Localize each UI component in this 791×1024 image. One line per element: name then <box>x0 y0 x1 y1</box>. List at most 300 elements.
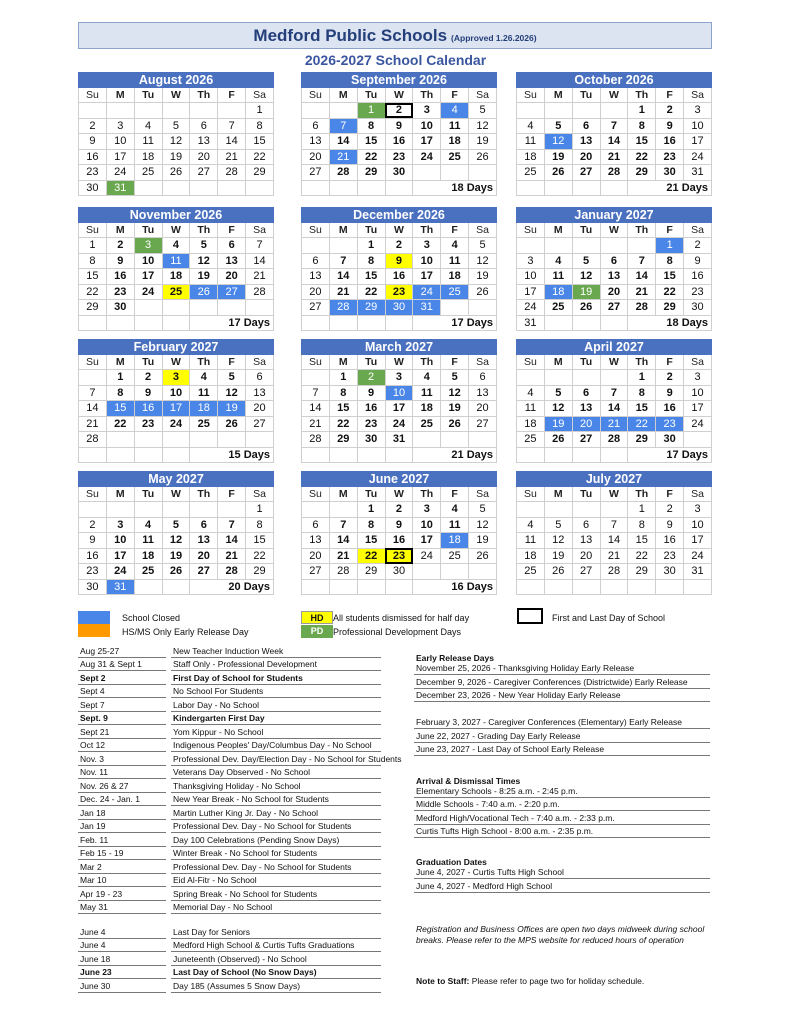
row-divider <box>78 938 166 939</box>
day-cell: 23 <box>79 564 107 580</box>
school-days-count: 21 Days <box>413 447 497 463</box>
day-cell: 23 <box>357 416 385 432</box>
day-cell: 19 <box>469 533 497 549</box>
weekday-label: Th <box>413 487 441 502</box>
day-cell <box>246 300 274 316</box>
day-cell: 2 <box>385 502 413 518</box>
day-cell: 27 <box>190 564 218 580</box>
weekday-label: F <box>218 88 246 103</box>
weekday-label: Sa <box>469 223 497 238</box>
day-cell: 1 <box>357 502 385 518</box>
row-divider <box>414 701 710 702</box>
legend-early-label: HS/MS Only Early Release Day <box>122 627 249 637</box>
day-cell <box>469 432 497 448</box>
day-cell: 28 <box>628 300 656 316</box>
day-cell <box>79 103 107 119</box>
row-divider <box>78 711 166 712</box>
day-cell <box>218 300 246 316</box>
date-label: Nov. 26 & 27 <box>80 781 129 791</box>
day-cell: 29 <box>628 432 656 448</box>
half-day-swatch: HD <box>301 611 333 624</box>
day-cell: 12 <box>190 253 218 269</box>
day-cell: 24 <box>684 416 712 432</box>
day-cell: 9 <box>656 385 684 401</box>
day-cell: 2 <box>385 238 413 254</box>
month-october-2026 <box>516 72 712 196</box>
day-cell <box>441 564 469 580</box>
day-cell <box>329 502 357 518</box>
day-cell <box>302 315 330 331</box>
row-divider <box>171 859 381 860</box>
day-cell: 14 <box>218 533 246 549</box>
day-cell: 13 <box>572 401 600 417</box>
day-cell <box>302 103 330 119</box>
day-cell: 19 <box>162 149 190 165</box>
day-cell: 16 <box>385 269 413 285</box>
weekday-label: Su <box>302 487 330 502</box>
day-cell: 25 <box>441 149 469 165</box>
weekday-label: F <box>441 487 469 502</box>
day-cell: 12 <box>469 517 497 533</box>
weekday-label: Th <box>190 88 218 103</box>
day-cell: 25 <box>544 300 572 316</box>
day-cell: 1 <box>628 370 656 386</box>
day-cell: 1 <box>357 238 385 254</box>
day-cell: 31 <box>413 300 441 316</box>
date-label: Sept 7 <box>80 700 105 710</box>
day-cell: 13 <box>572 533 600 549</box>
day-cell: 6 <box>302 253 330 269</box>
day-cell: 19 <box>162 548 190 564</box>
day-cell: 16 <box>385 533 413 549</box>
date-event: Spring Break - No School for Students <box>173 889 318 899</box>
weekday-label: Th <box>413 355 441 370</box>
day-cell: 24 <box>106 564 134 580</box>
day-cell: 17 <box>106 548 134 564</box>
legend-pd-label: Professional Development Days <box>333 627 462 637</box>
weekday-label: F <box>441 223 469 238</box>
day-cell: 20 <box>302 284 330 300</box>
day-cell: 8 <box>628 118 656 134</box>
day-cell: 10 <box>684 118 712 134</box>
day-cell: 17 <box>413 134 441 150</box>
month-title: October 2026 <box>517 73 712 88</box>
row-divider <box>171 965 381 966</box>
day-cell <box>79 315 107 331</box>
day-cell <box>544 502 572 518</box>
date-label: Sept 2 <box>80 673 106 683</box>
pd-swatch: PD <box>301 625 333 638</box>
day-cell: 27 <box>572 432 600 448</box>
day-cell: 23 <box>656 149 684 165</box>
day-cell <box>572 579 600 595</box>
day-cell <box>469 564 497 580</box>
day-cell <box>572 370 600 386</box>
school-days-count: 16 Days <box>413 579 497 595</box>
day-cell: 26 <box>162 564 190 580</box>
day-cell: 16 <box>684 269 712 285</box>
day-cell: 21 <box>600 548 628 564</box>
weekday-label: Sa <box>684 88 712 103</box>
weekday-label: F <box>656 88 684 103</box>
day-cell: 25 <box>190 416 218 432</box>
day-cell: 16 <box>134 401 162 417</box>
date-label: June 23 <box>80 967 112 977</box>
day-cell: 17 <box>413 269 441 285</box>
day-cell: 30 <box>357 432 385 448</box>
weekday-label: Tu <box>357 355 385 370</box>
day-cell: 28 <box>218 165 246 181</box>
weekday-label: Su <box>79 88 107 103</box>
row-divider <box>78 951 166 952</box>
day-cell: 23 <box>385 284 413 300</box>
day-cell <box>246 180 274 196</box>
weekday-label: W <box>162 88 190 103</box>
month-april-2027 <box>516 339 712 463</box>
day-cell <box>413 165 441 181</box>
row-divider <box>78 832 166 833</box>
day-cell: 15 <box>79 269 107 285</box>
row-divider <box>78 738 166 739</box>
day-cell: 29 <box>79 300 107 316</box>
day-cell: 25 <box>134 564 162 580</box>
day-cell: 14 <box>302 401 330 417</box>
day-cell: 23 <box>385 149 413 165</box>
day-cell: 28 <box>329 564 357 580</box>
day-cell: 8 <box>628 385 656 401</box>
day-cell <box>79 370 107 386</box>
day-cell <box>544 447 572 463</box>
weekday-label: Su <box>302 355 330 370</box>
day-cell: 2 <box>79 118 107 134</box>
day-cell: 13 <box>302 533 330 549</box>
day-cell <box>544 180 572 196</box>
weekday-label: Sa <box>469 487 497 502</box>
day-cell: 15 <box>246 533 274 549</box>
day-cell: 16 <box>656 533 684 549</box>
day-cell: 25 <box>517 432 545 448</box>
day-cell: 30 <box>106 300 134 316</box>
note-line: November 25, 2026 - Thanksgiving Holiday Early Release <box>416 663 635 673</box>
note-line: Curtis Tufts High School - 8:00 a.m. - 2:35 p.m. <box>416 826 594 836</box>
row-divider <box>78 913 166 914</box>
day-cell <box>329 447 357 463</box>
day-cell <box>600 103 628 119</box>
day-cell <box>329 579 357 595</box>
row-divider <box>171 819 381 820</box>
day-cell: 13 <box>218 253 246 269</box>
date-label: Feb. 11 <box>80 835 109 845</box>
day-cell <box>385 315 413 331</box>
day-cell: 29 <box>656 300 684 316</box>
day-cell: 26 <box>469 284 497 300</box>
day-cell: 8 <box>106 385 134 401</box>
day-cell: 24 <box>684 149 712 165</box>
weekday-label: Sa <box>246 88 274 103</box>
day-cell: 4 <box>162 238 190 254</box>
day-cell: 9 <box>79 533 107 549</box>
weekday-label: Sa <box>684 355 712 370</box>
day-cell: 13 <box>469 385 497 401</box>
day-cell: 10 <box>413 253 441 269</box>
day-cell <box>385 447 413 463</box>
date-event: Memorial Day - No School <box>173 902 273 912</box>
day-cell: 15 <box>628 533 656 549</box>
weekday-label: F <box>656 487 684 502</box>
day-cell: 16 <box>106 269 134 285</box>
day-cell: 25 <box>413 416 441 432</box>
day-cell: 6 <box>469 370 497 386</box>
day-cell: 17 <box>385 401 413 417</box>
day-cell: 4 <box>517 385 545 401</box>
day-cell: 6 <box>572 517 600 533</box>
day-cell <box>190 432 218 448</box>
row-divider <box>414 755 710 756</box>
day-cell: 3 <box>684 103 712 119</box>
day-cell: 15 <box>357 269 385 285</box>
row-divider <box>78 697 166 698</box>
month-title: September 2026 <box>302 73 497 88</box>
weekday-label: F <box>218 487 246 502</box>
day-cell: 13 <box>572 134 600 150</box>
row-divider <box>171 978 381 979</box>
day-cell: 18 <box>190 401 218 417</box>
school-days-count: 17 Days <box>628 447 712 463</box>
school-days-count: 17 Days <box>413 315 497 331</box>
day-cell: 5 <box>572 253 600 269</box>
day-cell: 27 <box>190 165 218 181</box>
month-title: April 2027 <box>517 340 712 355</box>
day-cell: 11 <box>517 134 545 150</box>
day-cell: 25 <box>134 165 162 181</box>
day-cell: 17 <box>517 284 545 300</box>
day-cell: 12 <box>469 253 497 269</box>
day-cell: 5 <box>469 238 497 254</box>
day-cell: 31 <box>517 315 545 331</box>
weekday-label: W <box>385 355 413 370</box>
weekday-label: M <box>106 223 134 238</box>
day-cell: 27 <box>246 416 274 432</box>
day-cell: 26 <box>469 548 497 564</box>
weekday-label: M <box>329 355 357 370</box>
day-cell: 28 <box>329 300 357 316</box>
date-event: Eid Al-Fitr - No School <box>173 875 257 885</box>
day-cell: 29 <box>628 564 656 580</box>
day-cell: 24 <box>134 284 162 300</box>
day-cell <box>572 447 600 463</box>
day-cell: 10 <box>385 385 413 401</box>
day-cell: 15 <box>357 134 385 150</box>
day-cell: 2 <box>134 370 162 386</box>
day-cell: 20 <box>246 401 274 417</box>
day-cell: 1 <box>246 502 274 518</box>
day-cell: 20 <box>302 149 330 165</box>
day-cell: 29 <box>357 564 385 580</box>
day-cell <box>134 315 162 331</box>
day-cell: 21 <box>79 416 107 432</box>
date-event: Juneteenth (Observed) - No School <box>173 954 307 964</box>
day-cell <box>357 579 385 595</box>
day-cell <box>441 432 469 448</box>
row-divider <box>78 792 166 793</box>
weekday-label: Tu <box>357 487 385 502</box>
weekday-label: F <box>441 355 469 370</box>
date-event: Last Day of School (No Snow Days) <box>173 967 317 977</box>
day-cell: 3 <box>684 370 712 386</box>
day-cell: 7 <box>329 118 357 134</box>
day-cell: 30 <box>79 579 107 595</box>
day-cell: 21 <box>218 548 246 564</box>
day-cell: 20 <box>302 548 330 564</box>
day-cell: 26 <box>469 149 497 165</box>
date-label: Jan 18 <box>80 808 106 818</box>
day-cell: 18 <box>413 401 441 417</box>
weekday-label: W <box>162 223 190 238</box>
day-cell <box>162 447 190 463</box>
day-cell: 18 <box>517 149 545 165</box>
row-divider <box>78 965 166 966</box>
day-cell: 4 <box>441 238 469 254</box>
day-cell <box>441 300 469 316</box>
weekday-label: F <box>218 355 246 370</box>
weekday-label: Tu <box>134 223 162 238</box>
date-event: Last Day for Seniors <box>173 927 251 937</box>
day-cell: 18 <box>162 269 190 285</box>
row-divider <box>78 900 166 901</box>
day-cell: 5 <box>469 502 497 518</box>
date-label: June 18 <box>80 954 111 964</box>
day-cell: 5 <box>190 238 218 254</box>
day-cell: 11 <box>134 533 162 549</box>
weekday-label: W <box>162 487 190 502</box>
day-cell <box>600 370 628 386</box>
day-cell: 20 <box>572 548 600 564</box>
day-cell: 21 <box>329 149 357 165</box>
day-cell: 29 <box>628 165 656 181</box>
row-divider <box>78 670 166 671</box>
row-divider <box>78 684 166 685</box>
day-cell: 15 <box>357 533 385 549</box>
day-cell: 13 <box>190 134 218 150</box>
date-label: June 30 <box>80 981 111 991</box>
day-cell <box>385 180 413 196</box>
day-cell: 24 <box>162 416 190 432</box>
date-label: Sept 4 <box>80 686 105 696</box>
day-cell <box>600 180 628 196</box>
day-cell: 23 <box>656 416 684 432</box>
day-cell: 28 <box>218 564 246 580</box>
date-event: Kindergarten First Day <box>173 713 265 723</box>
day-cell: 17 <box>684 533 712 549</box>
title-box <box>78 22 712 49</box>
day-cell: 2 <box>79 517 107 533</box>
row-divider <box>78 859 166 860</box>
day-cell: 30 <box>656 564 684 580</box>
month-june-2027 <box>301 471 497 595</box>
weekday-label: Su <box>517 88 545 103</box>
section-heading: Arrival & Dismissal Times <box>416 776 521 786</box>
weekday-label: F <box>656 223 684 238</box>
weekday-label: Tu <box>572 223 600 238</box>
note-line: June 22, 2027 - Grading Day Early Release <box>416 731 581 741</box>
day-cell: 3 <box>413 502 441 518</box>
row-divider <box>414 728 710 729</box>
weekday-label: Tu <box>134 487 162 502</box>
date-event: Staff Only - Professional Development <box>173 659 317 669</box>
day-cell: 15 <box>628 134 656 150</box>
approval-note: (Approved 1.26.2026) <box>451 33 537 43</box>
day-cell: 25 <box>162 284 190 300</box>
day-cell <box>302 502 330 518</box>
month-title: June 2027 <box>302 472 497 487</box>
day-cell: 30 <box>656 165 684 181</box>
day-cell <box>302 370 330 386</box>
date-event: Professional Dev. Day - No School for Students <box>173 862 352 872</box>
row-divider <box>171 992 381 993</box>
date-event: Martin Luther King Jr. Day - No School <box>173 808 319 818</box>
day-cell: 8 <box>246 118 274 134</box>
weekday-label: Tu <box>357 88 385 103</box>
day-cell: 31 <box>106 180 134 196</box>
day-cell <box>600 579 628 595</box>
day-cell <box>302 579 330 595</box>
day-cell <box>79 447 107 463</box>
day-cell: 9 <box>106 253 134 269</box>
day-cell <box>329 103 357 119</box>
day-cell: 6 <box>218 238 246 254</box>
day-cell: 6 <box>190 118 218 134</box>
page-title: Medford Public Schools <box>253 26 448 45</box>
day-cell: 16 <box>385 134 413 150</box>
day-cell <box>413 432 441 448</box>
day-cell <box>162 180 190 196</box>
day-cell: 31 <box>684 165 712 181</box>
day-cell <box>106 447 134 463</box>
weekday-label: M <box>544 487 572 502</box>
row-divider <box>171 738 381 739</box>
day-cell: 2 <box>385 103 413 119</box>
day-cell <box>544 238 572 254</box>
day-cell: 22 <box>357 548 385 564</box>
day-cell: 27 <box>572 564 600 580</box>
day-cell: 25 <box>441 284 469 300</box>
day-cell: 15 <box>246 134 274 150</box>
day-cell: 10 <box>684 517 712 533</box>
day-cell <box>357 447 385 463</box>
day-cell: 20 <box>572 149 600 165</box>
day-cell: 10 <box>684 385 712 401</box>
day-cell: 14 <box>600 401 628 417</box>
weekday-label: M <box>329 223 357 238</box>
legend-half-label: All students dismissed for half day <box>333 613 470 623</box>
day-cell <box>190 103 218 119</box>
date-label: Nov. 3 <box>80 754 104 764</box>
day-cell: 10 <box>134 253 162 269</box>
day-cell: 31 <box>684 564 712 580</box>
day-cell: 18 <box>134 548 162 564</box>
weekday-label: Tu <box>134 355 162 370</box>
weekday-label: Su <box>517 355 545 370</box>
day-cell: 29 <box>246 165 274 181</box>
day-cell <box>190 300 218 316</box>
day-cell: 19 <box>544 416 572 432</box>
day-cell: 7 <box>628 253 656 269</box>
section-heading: Graduation Dates <box>416 857 487 867</box>
month-december-2026 <box>301 207 497 331</box>
date-label: June 4 <box>80 940 106 950</box>
day-cell <box>106 103 134 119</box>
day-cell: 3 <box>106 517 134 533</box>
